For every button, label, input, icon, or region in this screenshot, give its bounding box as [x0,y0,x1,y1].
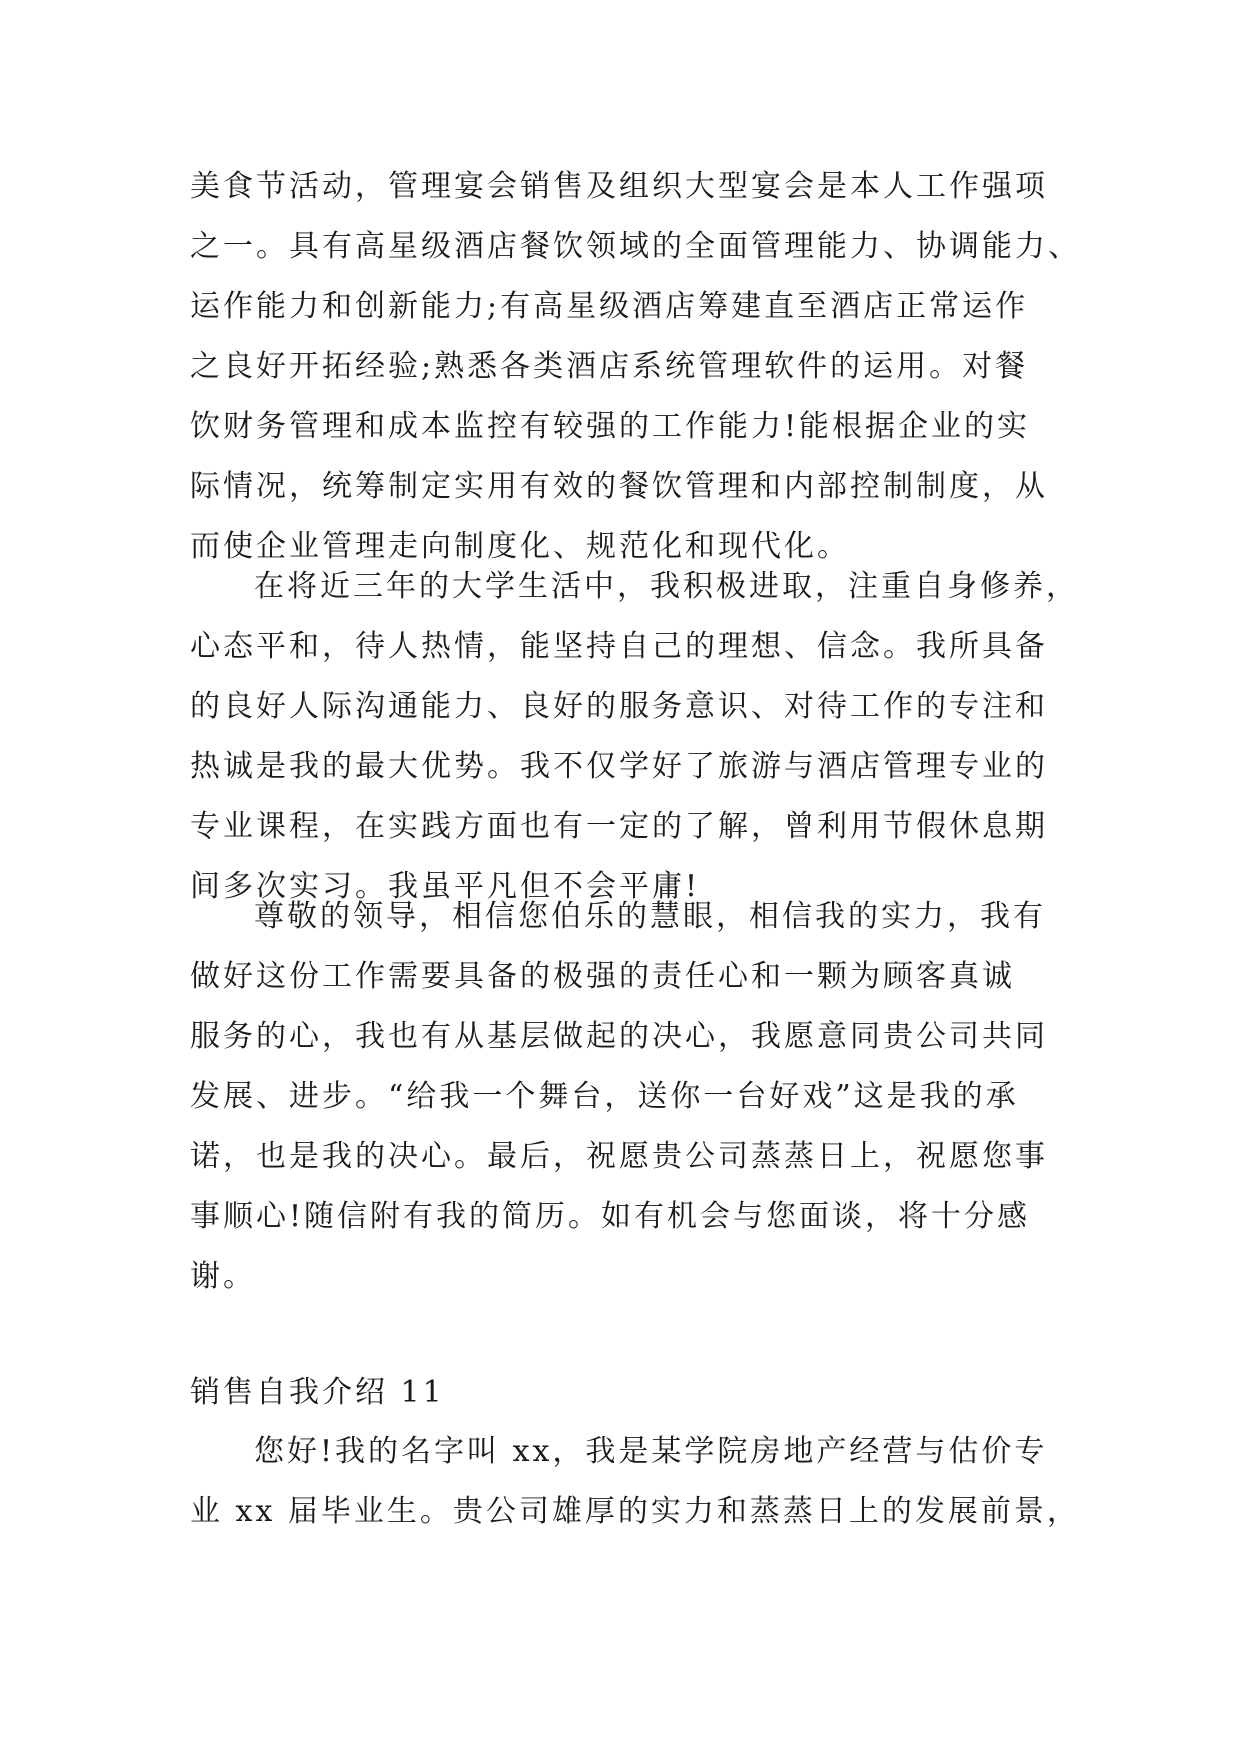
text-line: 谢。 [190,1259,256,1294]
text-line: 热诚是我的最大优势。我不仅学好了旅游与酒店管理专业的 [190,749,1048,784]
text-line: 业 xx 届毕业生。贵公司雄厚的实力和蒸蒸日上的发展前景， [190,1494,1080,1529]
text-line: 尊敬的领导，相信您伯乐的慧眼，相信我的实力，我有 [254,899,1046,934]
text-line: 美食节活动，管理宴会销售及组织大型宴会是本人工作强项 [190,169,1048,204]
text-line: 您好!我的名字叫 xx，我是某学院房地产经营与估价专 [254,1434,1048,1469]
text-line: 做好这份工作需要具备的极强的责任心和一颗为顾客真诚 [190,959,1015,994]
text-line: 在将近三年的大学生活中，我积极进取，注重自身修养， [254,569,1079,604]
paragraph-closing-remarks [190,887,1050,1307]
paragraph-university-life [190,557,1079,917]
section-title: 销售自我介绍 11 [190,1375,445,1410]
paragraph-sales-introduction [190,1422,1080,1542]
text-line: 际情况，统筹制定实用有效的餐饮管理和内部控制制度，从 [190,469,1048,504]
text-line: 服务的心，我也有从基层做起的决心，我愿意同贵公司共同 [190,1019,1048,1054]
text-line: 之一。具有高星级酒店餐饮领域的全面管理能力、协调能力、 [190,229,1081,264]
text-line: 专业课程，在实践方面也有一定的了解，曾利用节假休息期 [190,809,1048,844]
paragraph-hotel-management-experience [190,157,1081,577]
text-line: 之良好开拓经验;熟悉各类酒店系统管理软件的运用。对餐 [190,349,1029,384]
text-line: 饮财务管理和成本监控有较强的工作能力!能根据企业的实 [190,409,1031,444]
text-line: 运作能力和创新能力;有高星级酒店筹建直至酒店正常运作 [190,289,1029,324]
text-line: 心态平和，待人热情，能坚持自己的理想、信念。我所具备 [190,629,1048,664]
text-line: 而使企业管理走向制度化、规范化和现代化。 [190,529,850,564]
text-line: 的良好人际沟通能力、良好的服务意识、对待工作的专注和 [190,689,1048,724]
text-line: 发展、进步。“给我一个舞台，送你一台好戏”这是我的承 [190,1079,1019,1114]
text-line: 诺，也是我的决心。最后，祝愿贵公司蒸蒸日上，祝愿您事 [190,1139,1048,1174]
text-line: 间多次实习。我虽平凡但不会平庸! [190,869,701,904]
text-line: 事顺心!随信附有我的简历。如有机会与您面谈，将十分感 [190,1199,1031,1234]
